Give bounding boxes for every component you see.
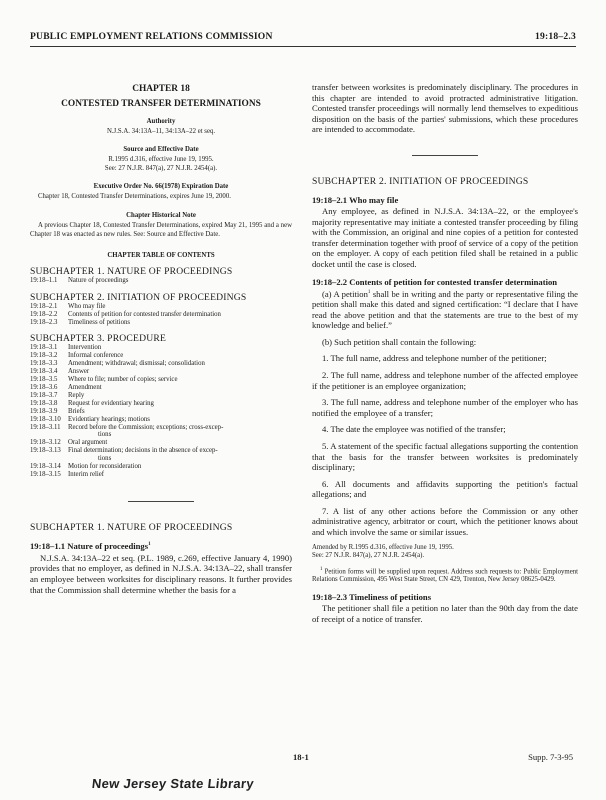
toc-item: 19:18–3.7 Reply [30,391,85,399]
left-column [30,84,292,595]
toc-item: 19:18–3.9 Briefs [30,407,85,415]
section-2-2-item: 4. The date the employee was notified of the transfer; [322,424,506,435]
library-stamp: New Jersey State Library [91,776,255,791]
subchapter2-heading: SUBCHAPTER 2. INITIATION OF PROCEEDINGS [312,175,529,187]
authority-heading: Authority [146,118,176,125]
toc-item-continuation: tions [98,455,112,463]
section-2-1-text: Any employee, as defined in N.J.S.A. 34:13A–22, or the employee's majority representative may initiate a contested transfer proceeding by filing with the Commission, an original and nine copies of a petition for contested transfer determination together with proof of service of a copy of the petition on the employer. A copy of each petition filed shall be retained in a public docket until the case is closed. [312,205,578,269]
section-2-2-item: 7. A list of any other actions before the Commission or any other administrative agency, arbitrator or court, which the petitioner knows about and which involve the same or similar issues. [312,505,578,538]
page-footer [0,752,606,768]
section-1-1-text-continued: transfer between worksites is predominately disciplinary. The procedures in this chapter are intended to avoid protracted administrative litigation. Contested transfer proceedings will normally lend themselves to expeditious disposition on the basis of the parties' submissions, which these procedures are intended to accommodate. [312,82,578,135]
section-divider [412,155,478,156]
toc-sub1-heading: SUBCHAPTER 1. NATURE OF PROCEEDINGS [30,265,233,277]
toc-item: 19:18–3.15 Interim relief [30,470,105,478]
section-divider [128,501,194,502]
historical-note-heading: Chapter Historical Note [126,212,196,220]
toc-item: 19:18–3.3 Amendment; withdrawal; dismissal; consolidation [30,360,205,368]
toc-sub2-heading: SUBCHAPTER 2. INITIATION OF PROCEEDINGS [30,291,247,303]
amendment-note-2: See: 27 N.J.R. 847(a), 27 N.J.R. 2454(a). [312,551,425,559]
section-2-2-item: 2. The full name, address and telephone number of the affected employee if the petitioner is an employee organization; [312,369,578,391]
toc-item: 19:18–3.12 Oral argument [30,439,108,447]
section-2-3-heading: 19:18–2.3 Timeliness of petitions [312,592,432,603]
toc-heading: CHAPTER TABLE OF CONTENTS [107,251,215,259]
amendment-note-1: Amended by R.1995 d.316, effective June 19, 1995. [312,543,454,551]
page-number: 18-1 [293,752,309,762]
toc-item: 19:18–2.2 Contents of petition for contested transfer determination [30,310,221,318]
source-heading: Source and Effective Date [123,146,199,154]
section-2-2-item: 6. All documents and affidavits supporting the petition's factual allegations; and [312,478,578,500]
section-2-2-a: (a) A petition$^1$ shall be in writing and the party or representative filing the petition shall make this dated and signed certification: “I declare that I have read the above petition and that the statements are true to the best of my knowledge and belief.” [312,288,578,331]
toc-item-continuation: tions [98,431,112,439]
toc-item: 19:18–2.3 Timeliness of petitions [30,318,131,326]
subchapter1-heading: SUBCHAPTER 1. NATURE OF PROCEEDINGS [30,521,233,533]
toc-item: 19:18–1.1 Nature of proceedings [30,276,129,284]
section-2-2-item: 5. A statement of the specific factual allegations supporting the contention that the basis for the transfer between worksites is predominately disciplinary; [312,440,578,473]
toc-item: 19:18–3.14 Motion for reconsideration [30,463,142,471]
toc-item: 19:18–3.5 Where to file; number of copies; service [30,376,178,384]
running-header [30,30,576,47]
section-1-1-heading: 19:18–1.1 Nature of proceedings$^1$ [30,540,151,551]
toc-item: 19:18–3.8 Request for evidentiary hearing [30,399,154,407]
toc-sub3-heading: SUBCHAPTER 3. PROCEDURE [30,333,167,345]
toc-item: 19:18–3.2 Informal conference [30,352,124,360]
toc-item: 19:18–3.10 Evidentiary hearings; motions [30,415,150,423]
footnote: $^1$ Petition forms will be supplied upon request. Address such requests to: Public Employment Relations Commission, 495 West State Street, CN 429, Trenton, New Jersey 08625-0429. [312,566,578,584]
toc-item: 19:18–3.4 Answer [30,368,90,376]
toc-item: 19:18–2.1 Who may file [30,302,106,310]
supplement-date: Supp. 7-3-95 [528,752,573,762]
section-2-2-item: 3. The full name, address and telephone number of the employer who has notified the employee of a transfer; [312,397,578,418]
section-2-2-b: (b) Such petition shall contain the following: [322,336,477,347]
right-column [312,82,578,625]
section-2-2-heading: 19:18–2.2 Contents of petition for contested transfer determination [312,276,558,287]
chapter-title: CONTESTED TRANSFER DETERMINATIONS [61,99,261,109]
section-2-1-heading: 19:18–2.1 Who may file [312,194,399,205]
section-1-1-text: N.J.S.A. 34:13A–22 et seq. (P.L. 1989, c.269, effective January 4, 1990) provides that no employer, as defined in N.J.S.A. 34:13A–22, shall transfer an employee between worksites for disciplinary reasons. It further provides that the Commission shall determine whether the basis for a [30,552,292,595]
header-section-number: 19:18–2.3 [535,31,576,42]
source-text-2: See: 27 N.J.R. 847(a), 27 N.J.R. 2454(a). [104,164,218,172]
historical-note-text: A previous Chapter 18, Contested Transfer Determinations, expired May 21, 1995 and a new Chapter 18 was enacted as new rules. See: Source and Effective Date. [30,222,292,238]
exec-order-heading: Executive Order No. 66(1978) Expiration Date [93,183,229,191]
toc-item: 19:18–3.6 Amendment [30,383,102,391]
section-2-2-item: 1. The full name, address and telephone number of the petitioner; [322,353,547,364]
exec-order-text: Chapter 18, Contested Transfer Determinations, expires June 19, 2000. [38,193,231,201]
toc-item: 19:18–3.1 Intervention [30,344,102,352]
toc-item: 19:18–3.11 Record before the Commission; exceptions; cross-excep- [30,423,224,431]
header-title: PUBLIC EMPLOYMENT RELATIONS COMMISSION [30,31,273,42]
chapter-number: CHAPTER 18 [132,84,190,94]
toc-item: 19:18–3.13 Final determination; decisions in the absence of excep- [30,447,218,455]
section-2-3-text: The petitioner shall file a petition no later than the 90th day from the date of receipt of a notice of transfer. [312,603,578,624]
authority-text: N.J.S.A. 34:13A–11, 34:13A–22 et seq. [106,128,216,135]
source-text-1: R.1995 d.316, effective June 19, 1995. [108,156,214,164]
